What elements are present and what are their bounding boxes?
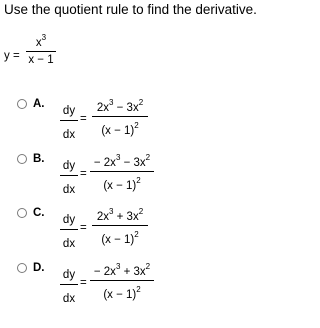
choice-b-rhs-numerator-exponent-3: 2: [145, 153, 151, 162]
choice-b[interactable]: [0, 153, 310, 209]
function-numerator-exponent: 3: [41, 33, 47, 42]
choice-a-rhs-numerator: [97, 98, 143, 114]
choice-b-letter: B.: [33, 153, 45, 165]
choice-a-lhs-denominator: dx: [62, 129, 76, 141]
choice-c-radio[interactable]: [17, 208, 27, 218]
choice-a-rhs-numerator-exponent-1: 3: [108, 98, 114, 107]
choice-a-rhs-numerator-term-0: 2x: [96, 102, 109, 114]
choice-d-equals: =: [80, 277, 87, 289]
function-numerator: [36, 33, 46, 49]
choice-d-rhs-denominator-term-0: (x − 1): [103, 289, 137, 301]
choice-d-lhs-fraction: [60, 269, 78, 305]
choice-c-lhs-numerator: dy: [62, 214, 76, 226]
choice-d-lhs-numerator: dy: [62, 269, 76, 281]
choice-d-rhs-numerator: [94, 262, 150, 278]
choice-d[interactable]: [0, 262, 310, 318]
choice-b-rhs-numerator-term-2: − 3x: [120, 157, 146, 169]
function-fraction-bar: [26, 51, 56, 52]
choice-b-lhs-numerator: dy: [62, 160, 76, 172]
choice-a-rhs-denominator-term-0: (x − 1): [101, 125, 135, 137]
choice-b-lhs-denominator: dx: [62, 184, 76, 196]
choice-d-rhs-denominator: [103, 285, 140, 301]
choice-a-rhs-fraction: [92, 98, 148, 137]
choice-c-rhs-fraction: [92, 207, 148, 246]
choice-b-rhs-denominator-exponent-1: 2: [136, 176, 141, 185]
question-prompt: Use the quotient rule to find the derivative.: [4, 2, 257, 17]
choice-b-rhs-denominator: [103, 176, 140, 192]
choice-a-equals: =: [80, 113, 87, 125]
choice-b-radio[interactable]: [17, 154, 27, 164]
choice-c-rhs-numerator: [97, 207, 143, 223]
choice-a[interactable]: [0, 98, 310, 154]
choice-c-rhs-numerator-exponent-3: 2: [138, 207, 144, 216]
choice-d-rhs-numerator-term-2: + 3x: [120, 266, 146, 278]
choice-d-rhs-numerator-exponent-3: 2: [145, 262, 151, 271]
choice-b-rhs-numerator-term-0: − 2x: [93, 157, 116, 169]
choice-b-rhs-numerator: [94, 153, 150, 169]
choice-d-rhs-fraction: [90, 262, 154, 301]
function-lhs: y =: [4, 50, 20, 62]
choice-b-rhs-denominator-term-0: (x − 1): [103, 180, 137, 192]
choice-b-lhs-fraction: [60, 160, 78, 196]
function-numerator-base: x: [35, 37, 42, 49]
choice-a-letter: A.: [33, 98, 45, 110]
choice-c-rhs-denominator-term-0: (x − 1): [101, 234, 135, 246]
choice-a-lhs-fraction: [60, 105, 78, 141]
choice-c-letter: C.: [33, 207, 45, 219]
choice-b-rhs-bar: [90, 171, 154, 172]
choice-b-lhs-bar: [60, 175, 78, 176]
choice-d-radio[interactable]: [17, 263, 27, 273]
choice-a-rhs-denominator: [101, 121, 138, 137]
choice-a-lhs-bar: [60, 120, 78, 121]
choice-c-rhs-numerator-term-2: + 3x: [113, 211, 139, 223]
choice-d-rhs-numerator-exponent-1: 3: [115, 262, 121, 271]
choice-a-radio[interactable]: [17, 99, 27, 109]
choice-c-rhs-numerator-exponent-1: 3: [108, 207, 114, 216]
choice-c-rhs-denominator: [101, 230, 138, 246]
choice-b-rhs-fraction: [90, 153, 154, 192]
choice-b-equals: =: [80, 168, 87, 180]
choice-c[interactable]: [0, 207, 310, 263]
choice-c-equals: =: [80, 222, 87, 234]
choice-c-rhs-denominator-exponent-1: 2: [134, 230, 139, 239]
choice-d-rhs-numerator-term-0: − 2x: [93, 266, 116, 278]
choice-d-rhs-denominator-exponent-1: 2: [136, 285, 141, 294]
function-denominator: x − 1: [28, 54, 54, 66]
choice-d-rhs-bar: [90, 280, 154, 281]
choice-b-rhs-numerator-exponent-1: 3: [115, 153, 121, 162]
choice-c-lhs-denominator: dx: [62, 238, 76, 250]
choice-a-rhs-numerator-term-2: − 3x: [113, 102, 139, 114]
choice-a-rhs-denominator-exponent-1: 2: [134, 121, 139, 130]
choice-d-letter: D.: [33, 262, 45, 274]
choice-a-lhs-numerator: dy: [62, 105, 76, 117]
choice-c-rhs-numerator-term-0: 2x: [96, 211, 109, 223]
choice-c-lhs-fraction: [60, 214, 78, 250]
choice-c-lhs-bar: [60, 229, 78, 230]
choice-a-rhs-numerator-exponent-3: 2: [138, 98, 144, 107]
choice-a-rhs-bar: [92, 116, 148, 117]
choice-d-lhs-denominator: dx: [62, 293, 76, 305]
choice-c-rhs-bar: [92, 225, 148, 226]
choice-d-lhs-bar: [60, 284, 78, 285]
function-fraction: [26, 33, 56, 66]
